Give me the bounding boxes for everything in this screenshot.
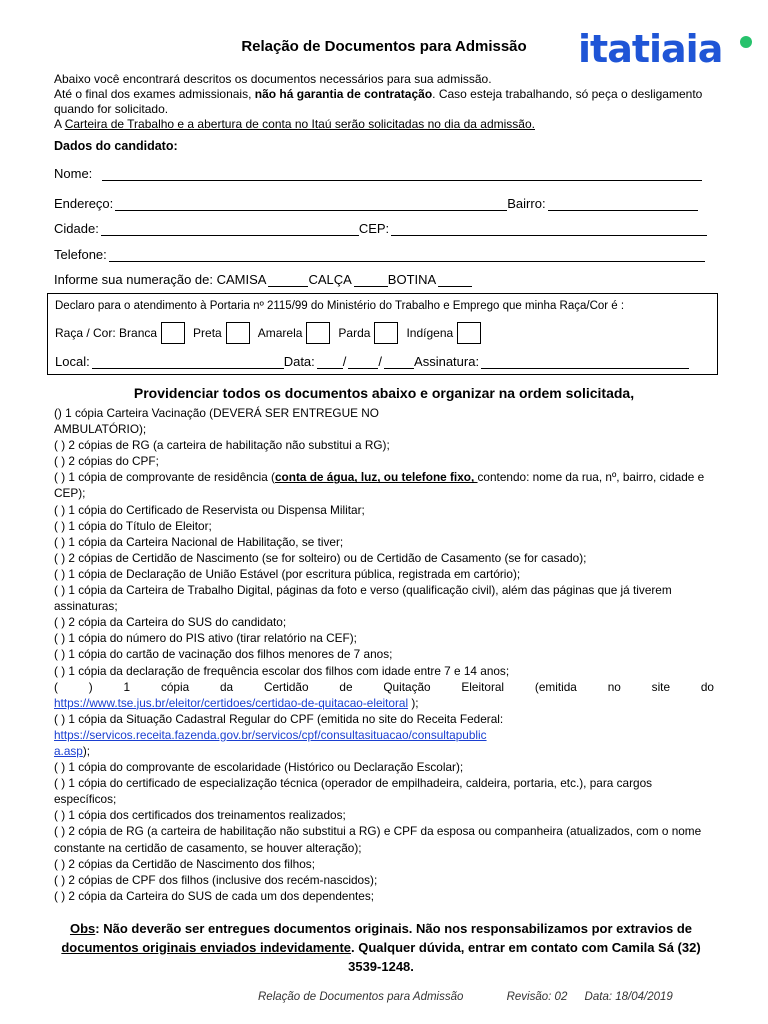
list-item-quitacao: ( ) 1 cópia da Certidão de Quitação Eleitoral (emitida no site do: [54, 679, 714, 694]
endereco-field[interactable]: [115, 196, 507, 211]
calca-field[interactable]: [354, 272, 388, 287]
race-indigena-checkbox[interactable]: [457, 322, 481, 344]
race-declaration-box: [47, 293, 718, 375]
race-parda-checkbox[interactable]: [374, 322, 398, 344]
race-indigena-label: Indígena: [406, 326, 454, 340]
race-branca-checkbox[interactable]: [161, 322, 185, 344]
race-parda-label: Parda: [338, 326, 371, 340]
list-item: AMBULATÓRIO);: [54, 422, 147, 437]
list-item: ( ) 1 cópia dos certificados dos treinamentos realizados;: [54, 808, 346, 823]
cidade-label: Cidade:: [54, 221, 99, 236]
footer-date: Data: 18/04/2019: [584, 991, 673, 1003]
obs-label: Obs: [69, 921, 96, 936]
residence-end: contendo: nome da rua, nº, bairro, cidade e CEP);: [54, 470, 705, 501]
race-preta-label: Preta: [193, 326, 222, 340]
cpf-link-row-1: [54, 727, 714, 743]
endereco-label: Endereço:: [54, 196, 114, 211]
list-item: () 1 cópia Carteira Vacinação (DEVERÁ SER ENTREGUE NO: [54, 406, 379, 420]
sizes-row: [54, 272, 472, 287]
observation-note: [54, 919, 708, 976]
intro-line-3-underlined: Carteira de Trabalho e a abertura de conta no Itaú serão solicitadas no dia da admissão.: [64, 117, 535, 131]
list-item: ( ) 2 cópias de Certidão de Nascimento (se for solteiro) ou de Certidão de Casamento (se for casado);: [54, 550, 587, 565]
local-label: Local:: [55, 354, 90, 369]
tse-link[interactable]: https://www.tse.jus.br/eleitor/certidoes/certidao-de-quitacao-eleitoral: [54, 695, 409, 710]
data-label: Data:: [283, 354, 315, 369]
list-item: ( ) 2 cópia da Carteira do SUS de cada um dos dependentes;: [54, 888, 375, 903]
telefone-label: Telefone:: [54, 247, 107, 262]
documents-heading: Providenciar todos os documentos abaixo e organizar na ordem solicitada,: [133, 385, 635, 401]
intro-line-3: [54, 117, 704, 132]
obs-text-start: : Não deverão ser entregues documentos originais. Não nos responsabilizamos por extravios de: [95, 921, 693, 936]
intro-line-2: [54, 87, 704, 117]
list-item: ( ) 2 cópias do CPF;: [54, 454, 159, 469]
cpf-end: );: [82, 743, 91, 758]
nome-row: [54, 166, 702, 181]
list-item: ( ) 1 cópia da declaração de frequência escolar dos filhos com idade entre 7 e 14 anos;: [54, 663, 510, 678]
receita-link-continued[interactable]: a.asp: [54, 743, 83, 758]
list-item-cpf-status: ( ) 1 cópia da Situação Cadastral Regular do CPF (emitida no site do Receita Federal:: [54, 711, 504, 726]
footer-doc-name: Relação de Documentos para Admissão: [258, 991, 464, 1003]
obs-text-underlined: documentos originais enviados indevidamente: [61, 940, 352, 955]
list-item: ( ) 1 cópia da Carteira de Trabalho Digital, páginas da foto e verso (qualificação civil), além das páginas que já tiverem assinaturas;: [54, 583, 672, 614]
nome-label: Nome:: [54, 166, 93, 181]
intro-line-2-start: Até o final dos exames admissionais,: [54, 87, 255, 101]
list-item-quitacao-link-row: [54, 695, 714, 711]
page-footer: [258, 991, 713, 1003]
list-item-residence: [54, 469, 714, 501]
camisa-field[interactable]: [268, 272, 308, 287]
race-branca-label: Raça / Cor: Branca: [55, 326, 158, 340]
endereco-row: [54, 196, 698, 211]
calca-label: CALÇA: [308, 272, 352, 287]
logo-dot-icon: [740, 36, 752, 48]
date-slash-1: /: [342, 354, 347, 369]
intro-line-1: Abaixo você encontrará descritos os documentos necessários para sua admissão.: [54, 72, 492, 86]
cidade-field[interactable]: [101, 221, 359, 236]
race-amarela-label: Amarela: [257, 326, 303, 340]
page-title: Relação de Documentos para Admissão: [241, 38, 527, 55]
race-options-row: [55, 322, 489, 344]
candidate-section-label: Dados do candidato:: [54, 139, 178, 153]
footer-revision: Revisão: 02: [506, 991, 568, 1003]
list-item: ( ) 2 cópias da Certidão de Nascimento dos filhos;: [54, 856, 315, 871]
intro-line-3-start: A: [54, 117, 65, 131]
signature-row: [55, 354, 689, 369]
declaration-text: Declaro para o atendimento à Portaria nº 2115/99 do Ministério do Trabalho e Emprego que minha Raça/Cor é :: [55, 300, 625, 312]
cidade-row: [54, 221, 707, 236]
list-item: ( ) 2 cópia de RG (a carteira de habilitação não substitui a RG) e CPF da esposa ou companheira (atualizados, com o nome constante na certidão de casamento, se houver alteração);: [54, 824, 702, 855]
itatiaia-logo: [578, 27, 754, 71]
botina-label: BOTINA: [387, 272, 437, 287]
list-item: ( ) 2 cópias de RG (a carteira de habilitação não substitui a RG);: [54, 438, 390, 453]
list-item: ( ) 1 cópia do comprovante de escolaridade (Histórico ou Declaração Escolar);: [54, 760, 464, 775]
list-item: ( ) 1 cópia do cartão de vacinação dos filhos menores de 7 anos;: [54, 647, 393, 662]
botina-field[interactable]: [438, 272, 472, 287]
race-amarela-checkbox[interactable]: [306, 322, 330, 344]
list-item: ( ) 1 cópia da Carteira Nacional de Habilitação, se tiver;: [54, 534, 344, 549]
assinatura-field[interactable]: [481, 354, 689, 369]
list-item: ( ) 1 cópia do número do PIS ativo (tirar relatório na CEF);: [54, 631, 357, 646]
assinatura-label: Assinatura:: [414, 354, 480, 369]
data-month-field[interactable]: [348, 354, 378, 369]
telefone-field[interactable]: [109, 247, 705, 262]
intro-line-2-bold: não há garantia de contratação: [254, 87, 433, 101]
bairro-label: Bairro:: [507, 196, 546, 211]
camisa-label: Informe sua numeração de: CAMISA: [54, 272, 267, 287]
intro-line-2-end: . Caso esteja trabalhando, só peça o desligamento quando for solicitado.: [54, 87, 703, 116]
list-item: ( ) 2 cópia da Carteira do SUS do candidato;: [54, 615, 287, 630]
residence-start: ( ) 1 cópia de comprovante de residência (: [54, 470, 275, 485]
data-year-field[interactable]: [384, 354, 414, 369]
bairro-field[interactable]: [548, 196, 698, 211]
list-item: ( ) 1 cópia do Título de Eleitor;: [54, 518, 212, 533]
receita-link[interactable]: https://servicos.receita.fazenda.gov.br/servicos/cpf/consultasituacao/consultapublic: [54, 727, 487, 742]
local-field[interactable]: [92, 354, 284, 369]
list-item: ( ) 2 cópias de CPF dos filhos (inclusive dos recém-nascidos);: [54, 872, 378, 887]
cep-label: CEP:: [358, 221, 390, 236]
intro-text: [54, 72, 704, 132]
quitacao-end: );: [408, 695, 419, 710]
logo-text: itatiaia: [578, 27, 723, 71]
nome-field[interactable]: [102, 166, 702, 181]
race-preta-checkbox[interactable]: [226, 322, 250, 344]
telefone-row: [54, 247, 705, 262]
residence-underlined: conta de água, luz, ou telefone fixo,: [274, 470, 478, 485]
obs-text-end: . Qualquer dúvida, entrar em contato com Camila Sá (32) 3539-1248.: [348, 940, 701, 974]
cpf-link-row-2: [54, 743, 714, 759]
cep-field[interactable]: [391, 221, 707, 236]
date-slash-2: /: [378, 354, 383, 369]
documents-list: [54, 405, 714, 904]
data-day-field[interactable]: [317, 354, 343, 369]
list-item: ( ) 1 cópia do certificado de especialização técnica (operador de empilhadeira, caldeira, portaria, etc.), para cargos específicos;: [54, 776, 653, 807]
list-item: ( ) 1 cópia do Certificado de Reservista ou Dispensa Militar;: [54, 502, 365, 517]
list-item: ( ) 1 cópia de Declaração de União Estável (por escritura pública, registrada em cartório);: [54, 566, 521, 581]
